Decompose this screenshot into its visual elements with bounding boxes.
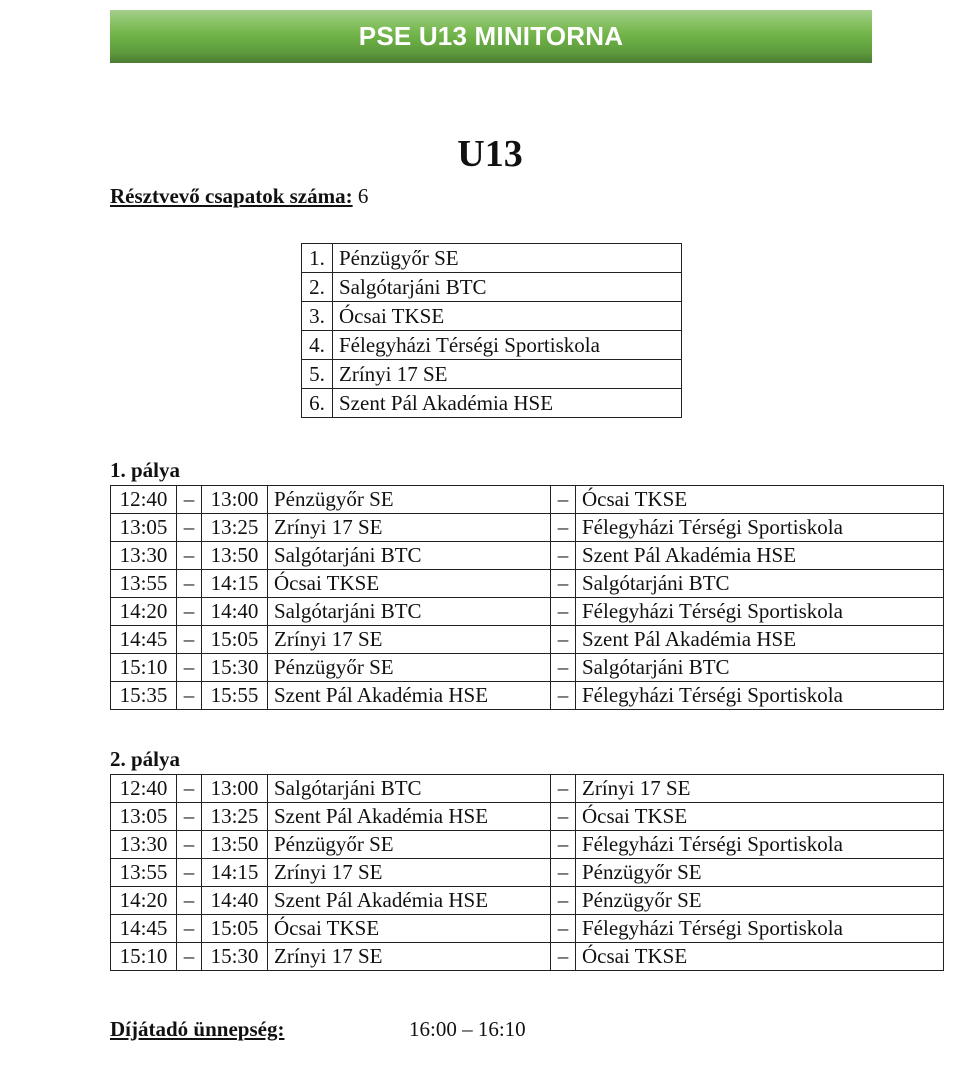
time-separator: –	[177, 654, 202, 682]
versus-separator: –	[551, 626, 576, 654]
away-team: Félegyházi Térségi Sportiskola	[576, 831, 944, 859]
match-start-time: 14:45	[111, 626, 177, 654]
versus-separator: –	[551, 803, 576, 831]
match-end-time: 14:40	[202, 887, 268, 915]
home-team: Ócsai TKSE	[268, 915, 551, 943]
page-heading: U13	[457, 133, 523, 175]
team-row	[302, 331, 682, 360]
away-team: Zrínyi 17 SE	[576, 775, 944, 803]
away-team: Pénzügyőr SE	[576, 887, 944, 915]
match-start-time: 15:10	[111, 943, 177, 971]
away-team: Félegyházi Térségi Sportiskola	[576, 682, 944, 710]
match-start-time: 13:30	[111, 542, 177, 570]
match-start-time: 12:40	[111, 775, 177, 803]
match-end-time: 15:30	[202, 654, 268, 682]
team-number: 4.	[302, 331, 333, 360]
match-row	[111, 859, 944, 887]
pitch-1-label: 1. pálya	[110, 458, 181, 482]
versus-separator: –	[551, 859, 576, 887]
versus-separator: –	[551, 887, 576, 915]
away-team: Pénzügyőr SE	[576, 859, 944, 887]
home-team: Salgótarjáni BTC	[268, 598, 551, 626]
team-number: 1.	[302, 244, 333, 273]
away-team: Szent Pál Akadémia HSE	[576, 626, 944, 654]
match-row	[111, 887, 944, 915]
versus-separator: –	[551, 654, 576, 682]
team-number: 3.	[302, 302, 333, 331]
away-team: Ócsai TKSE	[576, 943, 944, 971]
team-row	[302, 389, 682, 418]
versus-separator: –	[551, 682, 576, 710]
team-row	[302, 273, 682, 302]
time-separator: –	[177, 831, 202, 859]
team-row	[302, 244, 682, 273]
match-end-time: 15:05	[202, 626, 268, 654]
match-row	[111, 542, 944, 570]
team-name: Pénzügyőr SE	[333, 244, 682, 273]
match-row	[111, 598, 944, 626]
teams-count-value: 6	[357, 184, 369, 208]
match-row	[111, 514, 944, 542]
home-team: Pénzügyőr SE	[268, 831, 551, 859]
match-end-time: 13:00	[202, 486, 268, 514]
ceremony-label: Díjátadó ünnepség:	[110, 1017, 285, 1041]
home-team: Szent Pál Akadémia HSE	[268, 803, 551, 831]
time-separator: –	[177, 943, 202, 971]
team-number: 2.	[302, 273, 333, 302]
match-row	[111, 654, 944, 682]
away-team: Félegyházi Térségi Sportiskola	[576, 514, 944, 542]
match-row	[111, 682, 944, 710]
match-start-time: 15:35	[111, 682, 177, 710]
pitch-2-label: 2. pálya	[110, 747, 181, 771]
match-row	[111, 915, 944, 943]
team-name: Ócsai TKSE	[333, 302, 682, 331]
match-end-time: 14:15	[202, 859, 268, 887]
home-team: Ócsai TKSE	[268, 570, 551, 598]
match-start-time: 14:20	[111, 887, 177, 915]
versus-separator: –	[551, 598, 576, 626]
home-team: Zrínyi 17 SE	[268, 943, 551, 971]
team-number: 5.	[302, 360, 333, 389]
team-row	[302, 360, 682, 389]
home-team: Zrínyi 17 SE	[268, 859, 551, 887]
match-end-time: 13:25	[202, 514, 268, 542]
home-team: Salgótarjáni BTC	[268, 775, 551, 803]
match-row	[111, 775, 944, 803]
time-separator: –	[177, 915, 202, 943]
versus-separator: –	[551, 486, 576, 514]
home-team: Pénzügyőr SE	[268, 654, 551, 682]
match-end-time: 13:25	[202, 803, 268, 831]
match-end-time: 13:50	[202, 542, 268, 570]
away-team: Salgótarjáni BTC	[576, 570, 944, 598]
match-start-time: 13:30	[111, 831, 177, 859]
time-separator: –	[177, 542, 202, 570]
ceremony-time: 16:00 – 16:10	[409, 1017, 526, 1041]
time-separator: –	[177, 803, 202, 831]
title-banner	[110, 10, 872, 63]
versus-separator: –	[551, 514, 576, 542]
versus-separator: –	[551, 775, 576, 803]
match-end-time: 13:50	[202, 831, 268, 859]
time-separator: –	[177, 626, 202, 654]
versus-separator: –	[551, 831, 576, 859]
match-start-time: 15:10	[111, 654, 177, 682]
match-row	[111, 943, 944, 971]
teams-table	[301, 243, 682, 418]
banner-title: PSE U13 MINITORNA	[358, 21, 624, 51]
match-row	[111, 803, 944, 831]
time-separator: –	[177, 682, 202, 710]
home-team: Salgótarjáni BTC	[268, 542, 551, 570]
match-start-time: 13:05	[111, 803, 177, 831]
versus-separator: –	[551, 542, 576, 570]
match-start-time: 12:40	[111, 486, 177, 514]
away-team: Salgótarjáni BTC	[576, 654, 944, 682]
versus-separator: –	[551, 915, 576, 943]
match-end-time: 15:55	[202, 682, 268, 710]
time-separator: –	[177, 859, 202, 887]
match-start-time: 14:20	[111, 598, 177, 626]
versus-separator: –	[551, 570, 576, 598]
away-team: Ócsai TKSE	[576, 486, 944, 514]
home-team: Zrínyi 17 SE	[268, 514, 551, 542]
match-end-time: 13:00	[202, 775, 268, 803]
pitch-1-schedule	[110, 485, 944, 710]
match-start-time: 13:55	[111, 859, 177, 887]
away-team: Szent Pál Akadémia HSE	[576, 542, 944, 570]
home-team: Szent Pál Akadémia HSE	[268, 682, 551, 710]
time-separator: –	[177, 486, 202, 514]
team-name: Salgótarjáni BTC	[333, 273, 682, 302]
time-separator: –	[177, 775, 202, 803]
match-end-time: 15:05	[202, 915, 268, 943]
away-team: Ócsai TKSE	[576, 803, 944, 831]
team-row	[302, 302, 682, 331]
match-row	[111, 626, 944, 654]
versus-separator: –	[551, 943, 576, 971]
match-start-time: 13:55	[111, 570, 177, 598]
away-team: Félegyházi Térségi Sportiskola	[576, 598, 944, 626]
match-end-time: 14:15	[202, 570, 268, 598]
match-end-time: 14:40	[202, 598, 268, 626]
match-end-time: 15:30	[202, 943, 268, 971]
team-number: 6.	[302, 389, 333, 418]
match-start-time: 13:05	[111, 514, 177, 542]
team-name: Szent Pál Akadémia HSE	[333, 389, 682, 418]
match-start-time: 14:45	[111, 915, 177, 943]
home-team: Zrínyi 17 SE	[268, 626, 551, 654]
teams-count	[110, 184, 368, 209]
time-separator: –	[177, 570, 202, 598]
team-name: Zrínyi 17 SE	[333, 360, 682, 389]
match-row	[111, 570, 944, 598]
time-separator: –	[177, 887, 202, 915]
time-separator: –	[177, 514, 202, 542]
match-row	[111, 831, 944, 859]
home-team: Szent Pál Akadémia HSE	[268, 887, 551, 915]
home-team: Pénzügyőr SE	[268, 486, 551, 514]
pitch-2-schedule	[110, 774, 944, 971]
teams-count-label: Résztvevő csapatok száma:	[110, 184, 353, 208]
time-separator: –	[177, 598, 202, 626]
match-row	[111, 486, 944, 514]
away-team: Félegyházi Térségi Sportiskola	[576, 915, 944, 943]
team-name: Félegyházi Térségi Sportiskola	[333, 331, 682, 360]
